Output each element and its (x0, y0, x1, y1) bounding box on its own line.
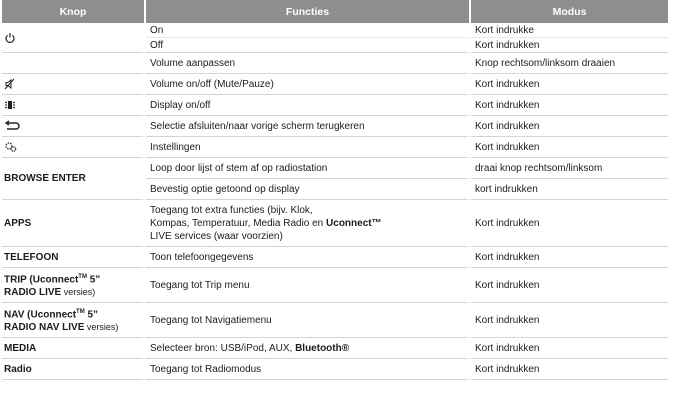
mode-browse-1: draai knop rechtsom/linksom (471, 158, 668, 179)
header-knop: Knop (2, 0, 146, 23)
knop-apps: APPS (2, 200, 146, 247)
func-power-off: Off (146, 38, 471, 53)
power-icon (4, 32, 136, 44)
func-apps-line3: LIVE services (waar voorzien) (150, 230, 283, 242)
table-row-settings (2, 137, 668, 158)
mute-icon (4, 78, 136, 90)
func-apps-line2b: Uconnect™ (326, 217, 382, 229)
table-row-apps (2, 200, 668, 247)
knop-back (2, 116, 146, 137)
mode-back: Kort indrukken (471, 116, 668, 137)
mode-volume: Knop rechtsom/linksom draaien (471, 53, 668, 74)
func-media-b: Bluetooth® (295, 342, 350, 354)
func-media (146, 338, 471, 359)
knop-volume (2, 53, 146, 74)
mode-radio: Kort indrukken (471, 359, 668, 380)
knop-trip-line1: TRIP (Uconnect™ 5” (4, 273, 101, 286)
knop-nav-line1: NAV (Uconnect™ 5” (4, 308, 99, 321)
knop-media: MEDIA (2, 338, 146, 359)
mode-telefoon: Kort indrukken (471, 247, 668, 268)
func-display: Display on/off (146, 95, 471, 116)
header-modus: Modus (471, 0, 668, 23)
knop-settings (2, 137, 146, 158)
func-radio: Toegang tot Radiomodus (146, 359, 471, 380)
func-media-a: Selecteer bron: USB/iPod, AUX, (150, 342, 296, 354)
settings-icon (4, 141, 136, 153)
func-browse-1: Loop door lijst of stem af op radiostation (146, 158, 471, 179)
mode-power-on: Kort indrukke (471, 23, 668, 38)
knop-nav-line2: RADIO NAV LIVE versies) (4, 322, 119, 334)
func-trip: Toegang tot Trip menu (146, 268, 471, 303)
table-row-radio (2, 359, 668, 380)
table-row-telefoon (2, 247, 668, 268)
mode-mute: Kort indrukken (471, 74, 668, 95)
table-row-nav (2, 303, 668, 338)
table-row-display (2, 95, 668, 116)
func-power-on: On (146, 23, 471, 38)
knop-nav (2, 303, 146, 338)
back-arrow-icon (4, 120, 136, 132)
knop-browse-enter: BROWSE ENTER (2, 158, 146, 200)
func-nav: Toegang tot Navigatiemenu (146, 303, 471, 338)
table-row-power-on (2, 23, 668, 38)
knop-radio: Radio (2, 359, 146, 380)
func-settings: Instellingen (146, 137, 471, 158)
func-apps (146, 200, 471, 247)
mode-nav: Kort indrukken (471, 303, 668, 338)
mode-settings: Kort indrukken (471, 137, 668, 158)
display-icon (4, 99, 136, 111)
knop-mute (2, 74, 146, 95)
mode-power-off: Kort indrukken (471, 38, 668, 53)
table-row-volume (2, 53, 668, 74)
func-apps-line2a: Kompas, Temperatuur, Media Radio en (150, 217, 327, 229)
table-row-mute (2, 74, 668, 95)
func-apps-line2 (150, 217, 461, 230)
func-telefoon: Toon telefoongegevens (146, 247, 471, 268)
table-row-back (2, 116, 668, 137)
header-functies: Functies (146, 0, 471, 23)
mode-browse-2: kort indrukken (471, 179, 668, 200)
mode-display: Kort indrukken (471, 95, 668, 116)
func-browse-2: Bevestig optie getoond op display (146, 179, 471, 200)
table-row-trip (2, 268, 668, 303)
table-header (2, 0, 668, 23)
mode-trip: Kort indrukken (471, 268, 668, 303)
mode-apps: Kort indrukken (471, 200, 668, 247)
mode-media: Kort indrukken (471, 338, 668, 359)
knop-display (2, 95, 146, 116)
func-volume: Volume aanpassen (146, 53, 471, 74)
knop-trip-line2: RADIO LIVE versies) (4, 287, 96, 299)
knop-telefoon: TELEFOON (2, 247, 146, 268)
table-row-media (2, 338, 668, 359)
knop-power (2, 23, 146, 53)
func-back: Selectie afsluiten/naar vorige scherm terugkeren (146, 116, 471, 137)
table-row-browse-1 (2, 158, 668, 179)
func-mute: Volume on/off (Mute/Pauze) (146, 74, 471, 95)
function-table (2, 0, 668, 380)
knop-trip (2, 268, 146, 303)
func-apps-line1: Toegang tot extra functies (bijv. Klok, (150, 204, 313, 216)
